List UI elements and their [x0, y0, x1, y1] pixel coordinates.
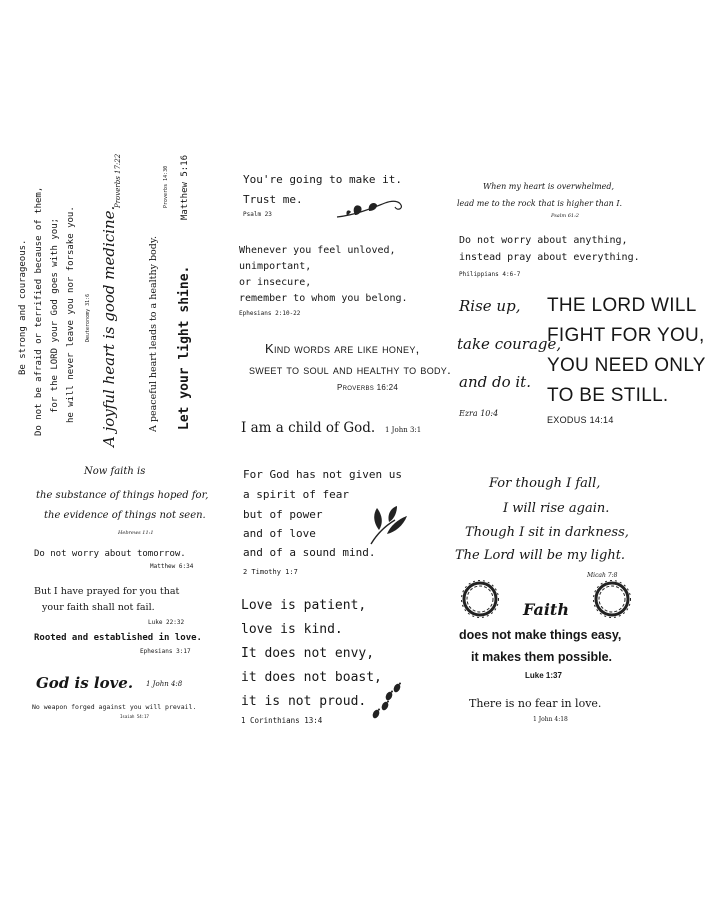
quote-love-patient-line-5: it is not proud. [241, 694, 367, 709]
quote-overwhelmed-line-2: lead me to the rock that is higher than I. [457, 199, 623, 208]
quote-prayed-ref: Luke 22:32 [148, 619, 185, 626]
quote-child-of-god-text: I am a child of God. [241, 420, 376, 436]
quote-tomorrow-text: Do not worry about tomorrow. [34, 549, 186, 559]
quote-unloved-line-4: remember to whom you belong. [239, 293, 408, 304]
quote-overwhelmed-line-1: When my heart is overwhelmed, [483, 182, 615, 191]
quote-courageous-line-3: for the LORD your God goes with you; [50, 217, 60, 413]
quote-kind-words-line-2: sweet to soul and healthy to body. [249, 362, 452, 377]
quote-rise-up-line-2: take courage, [457, 335, 562, 353]
crown-of-thorns-icon-right [591, 578, 633, 620]
quote-though-i-fall-line-3: Though I sit in darkness, [465, 525, 629, 540]
quote-god-is-love-ref: 1 John 4:8 [146, 680, 183, 688]
quote-spirit-of-fear-line-2: a spirit of fear [243, 488, 349, 501]
quote-though-i-fall-ref: Micah 7:8 [587, 572, 618, 579]
quote-make-it-ref: Psalm 23 [243, 211, 272, 218]
quote-joyful-heart-text: A joyful heart is good medicine. [100, 205, 118, 447]
quote-unloved-line-2: unimportant, [239, 261, 312, 272]
quote-spirit-of-fear-line-5: and of a sound mind. [243, 546, 376, 559]
sticker-panel-1 [0, 153, 215, 450]
quote-now-faith-line-1: Now faith is [84, 466, 146, 477]
quote-spirit-of-fear-ref: 2 Timothy 1:7 [243, 568, 298, 576]
quote-lord-fight-line-3: YOU NEED ONLY [547, 355, 706, 376]
quote-rise-up-line-3: and do it. [459, 373, 531, 391]
quote-do-not-worry-ref: Philippians 4:6-7 [459, 271, 521, 278]
quote-courageous-line-1: Be strong and courageous. [18, 239, 28, 375]
quote-now-faith-ref: Hebrews 11:1 [118, 530, 154, 536]
quote-spirit-of-fear-line-4: and of love [243, 527, 316, 540]
quote-love-patient-line-2: love is kind. [241, 622, 343, 637]
quote-no-fear-text: There is no fear in love. [469, 697, 602, 710]
laurel-branch-icon [365, 504, 411, 548]
quote-now-faith-line-3: the evidence of things not seen. [44, 510, 206, 521]
quote-prayed-line-2: your faith shall not fail. [42, 602, 155, 613]
footprints-icon [367, 682, 407, 722]
quote-unloved-line-1: Whenever you feel unloved, [239, 245, 396, 256]
quote-kind-words-ref: Proverbs 16:24 [337, 383, 399, 392]
quote-light-shine-ref: Matthew 5:16 [180, 154, 190, 220]
quote-lord-fight-line-4: TO BE STILL. [547, 385, 669, 406]
sticker-panel-5 [225, 460, 430, 730]
quote-no-weapon-text: No weapon forged against you will prevail. [32, 703, 197, 711]
sticker-panel-3 [445, 175, 706, 455]
quote-light-shine-text: Let your light shine. [177, 265, 192, 430]
quote-faith-line-1: does not make things easy, [459, 628, 622, 642]
quote-spirit-of-fear-line-1: For God has not given us [243, 468, 402, 481]
crown-of-thorns-icon-left [459, 578, 501, 620]
quote-unloved-ref: Ephesians 2:10-22 [239, 310, 301, 317]
sticker-panel-4 [0, 460, 220, 730]
quote-courageous-line-4: he will never leave you nor forsake you. [66, 206, 76, 423]
quote-courageous-line-2: Do not be afraid or terrified because of them, [34, 186, 44, 436]
quote-courageous-ref: Deuteronomy 31:6 [85, 293, 91, 342]
quote-overwhelmed-ref: Psalm 61:2 [551, 213, 579, 219]
sticker-panel-6 [445, 470, 655, 740]
quote-love-patient-line-3: It does not envy, [241, 646, 375, 661]
quote-rise-up-ref: Ezra 10:4 [459, 409, 499, 418]
quote-though-i-fall-line-4: The Lord will be my light. [455, 548, 626, 563]
quote-though-i-fall-line-1: For though I fall, [489, 476, 601, 491]
quote-prayed-line-1: But I have prayed for you that [34, 586, 180, 597]
quote-love-patient-ref: 1 Corinthians 13:4 [241, 716, 323, 725]
sticker-panel-2 [225, 165, 452, 445]
quote-faith-ref: Luke 1:37 [525, 671, 562, 680]
quote-joyful-heart-ref: Proverbs 17:22 [114, 153, 122, 208]
quote-now-faith-line-2: the substance of things hoped for, [36, 490, 209, 501]
quote-child-of-god-ref: 1 John 3:1 [385, 426, 422, 434]
quote-spirit-of-fear-line-3: but of power [243, 508, 323, 521]
quote-make-it-line-1: You're going to make it. [243, 173, 402, 186]
quote-faith-line-2: it makes them possible. [471, 650, 613, 664]
quote-do-not-worry-line-2: instead pray about everything. [459, 252, 640, 263]
quote-no-weapon-ref: Isaiah 54:17 [120, 714, 149, 719]
quote-lord-fight-ref: EXODUS 14:14 [547, 415, 614, 425]
quote-lord-fight-line-2: FIGHT FOR YOU, [547, 325, 705, 346]
quote-lord-fight-line-1: THE LORD WILL [547, 295, 697, 316]
quote-love-patient-line-1: Love is patient, [241, 598, 367, 613]
quote-god-is-love-text: God is love. [36, 674, 134, 692]
quote-tomorrow-ref: Matthew 6:34 [150, 563, 194, 570]
quote-faith-title: Faith [523, 600, 569, 619]
quote-peaceful-heart-ref: Proverbs 14:30 [163, 165, 169, 208]
quote-rise-up-line-1: Rise up, [459, 297, 521, 315]
quote-love-patient-line-4: it does not boast, [241, 670, 382, 685]
quote-unloved-line-3: or insecure, [239, 277, 312, 288]
vine-flourish-icon [335, 195, 405, 221]
quote-kind-words-line-1: Kind words are like honey, [265, 341, 420, 356]
quote-peaceful-heart-text: A peaceful heart leads to a healthy body. [148, 236, 159, 432]
quote-though-i-fall-line-2: I will rise again. [503, 501, 610, 516]
quote-rooted-ref: Ephesians 3:17 [140, 648, 191, 655]
quote-rooted-text: Rooted and established in love. [34, 633, 202, 643]
quote-no-fear-ref: 1 John 4:18 [533, 716, 568, 723]
quote-make-it-line-2: Trust me. [243, 193, 303, 206]
quote-do-not-worry-line-1: Do not worry about anything, [459, 235, 628, 246]
